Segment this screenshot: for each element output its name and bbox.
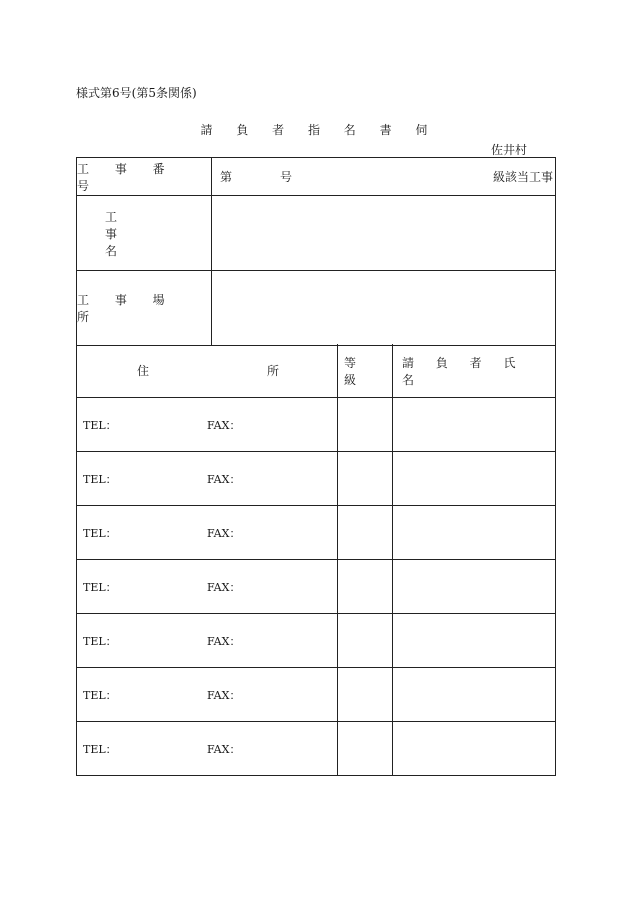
contractor-row <box>77 398 555 452</box>
tel-label: TEL： <box>83 688 117 702</box>
contractor-name-header-text: 請 負 者 氏 名 <box>402 355 525 387</box>
village-name: 佐井村 <box>491 143 528 157</box>
grade-applicable-note: 級該当工事 <box>492 170 553 184</box>
fax-label: FAX： <box>207 526 241 540</box>
contractor-name-cell[interactable] <box>392 506 555 559</box>
grade-cell[interactable] <box>337 614 392 667</box>
grade-cell[interactable] <box>337 452 392 505</box>
tel-label: TEL： <box>83 580 117 594</box>
fax-label: FAX： <box>207 688 241 702</box>
project-number-row <box>77 158 555 196</box>
grade-cell[interactable] <box>337 722 392 775</box>
contractor-header-row <box>77 344 555 398</box>
grade-header-text: 等 級 <box>344 355 365 387</box>
tel-label: TEL： <box>83 742 117 756</box>
contractor-row <box>77 668 555 722</box>
contractor-name-cell[interactable] <box>392 614 555 667</box>
number-suffix: 号 <box>280 170 293 184</box>
grade-cell[interactable] <box>337 560 392 613</box>
fax-label: FAX： <box>207 472 241 486</box>
form-number-label: 様式第6号(第5条関係) <box>76 86 197 100</box>
project-number-label-text: 工 事 番 号 <box>77 161 176 193</box>
contractor-name-cell[interactable] <box>392 668 555 721</box>
contractor-name-header <box>392 344 555 397</box>
address-header <box>77 344 337 397</box>
contractor-name-cell[interactable] <box>392 452 555 505</box>
grade-header <box>337 344 392 397</box>
contractor-name-cell[interactable] <box>392 560 555 613</box>
address-cell[interactable] <box>77 398 337 451</box>
document-title: 請 負 者 指 名 書 伺 <box>200 123 438 137</box>
project-name-label-text: 工 事 名 <box>105 209 146 258</box>
contractor-row <box>77 452 555 506</box>
address-cell[interactable] <box>77 560 337 613</box>
tel-label: TEL： <box>83 634 117 648</box>
tel-label: TEL： <box>83 526 117 540</box>
address-cell[interactable] <box>77 452 337 505</box>
address-header-left: 住 <box>137 364 150 378</box>
project-name-row <box>77 196 555 271</box>
address-cell[interactable] <box>77 506 337 559</box>
grade-cell[interactable] <box>337 506 392 559</box>
grade-cell[interactable] <box>337 398 392 451</box>
address-cell[interactable] <box>77 722 337 775</box>
address-cell[interactable] <box>77 668 337 721</box>
contractor-row <box>77 560 555 614</box>
project-number-field[interactable] <box>211 158 555 195</box>
project-location-label <box>77 271 211 345</box>
fax-label: FAX： <box>207 742 241 756</box>
contractor-row <box>77 614 555 668</box>
fax-label: FAX： <box>207 580 241 594</box>
contractor-name-cell[interactable] <box>392 398 555 451</box>
address-cell[interactable] <box>77 614 337 667</box>
grade-cell[interactable] <box>337 668 392 721</box>
contractor-row <box>77 506 555 560</box>
project-location-label-text: 工 事 場 所 <box>77 293 176 324</box>
tel-label: TEL： <box>83 418 117 432</box>
project-name-field[interactable] <box>211 196 555 270</box>
number-prefix: 第 <box>220 170 233 184</box>
contractor-row <box>77 722 555 776</box>
address-header-right: 所 <box>267 364 280 378</box>
project-name-label <box>77 196 211 270</box>
project-info-table <box>76 157 556 346</box>
contractor-name-cell[interactable] <box>392 722 555 775</box>
project-location-row <box>77 271 555 346</box>
contractor-table <box>76 344 556 776</box>
project-number-label <box>77 158 211 195</box>
fax-label: FAX： <box>207 634 241 648</box>
fax-label: FAX： <box>207 418 241 432</box>
project-location-field[interactable] <box>211 271 555 345</box>
tel-label: TEL： <box>83 472 117 486</box>
